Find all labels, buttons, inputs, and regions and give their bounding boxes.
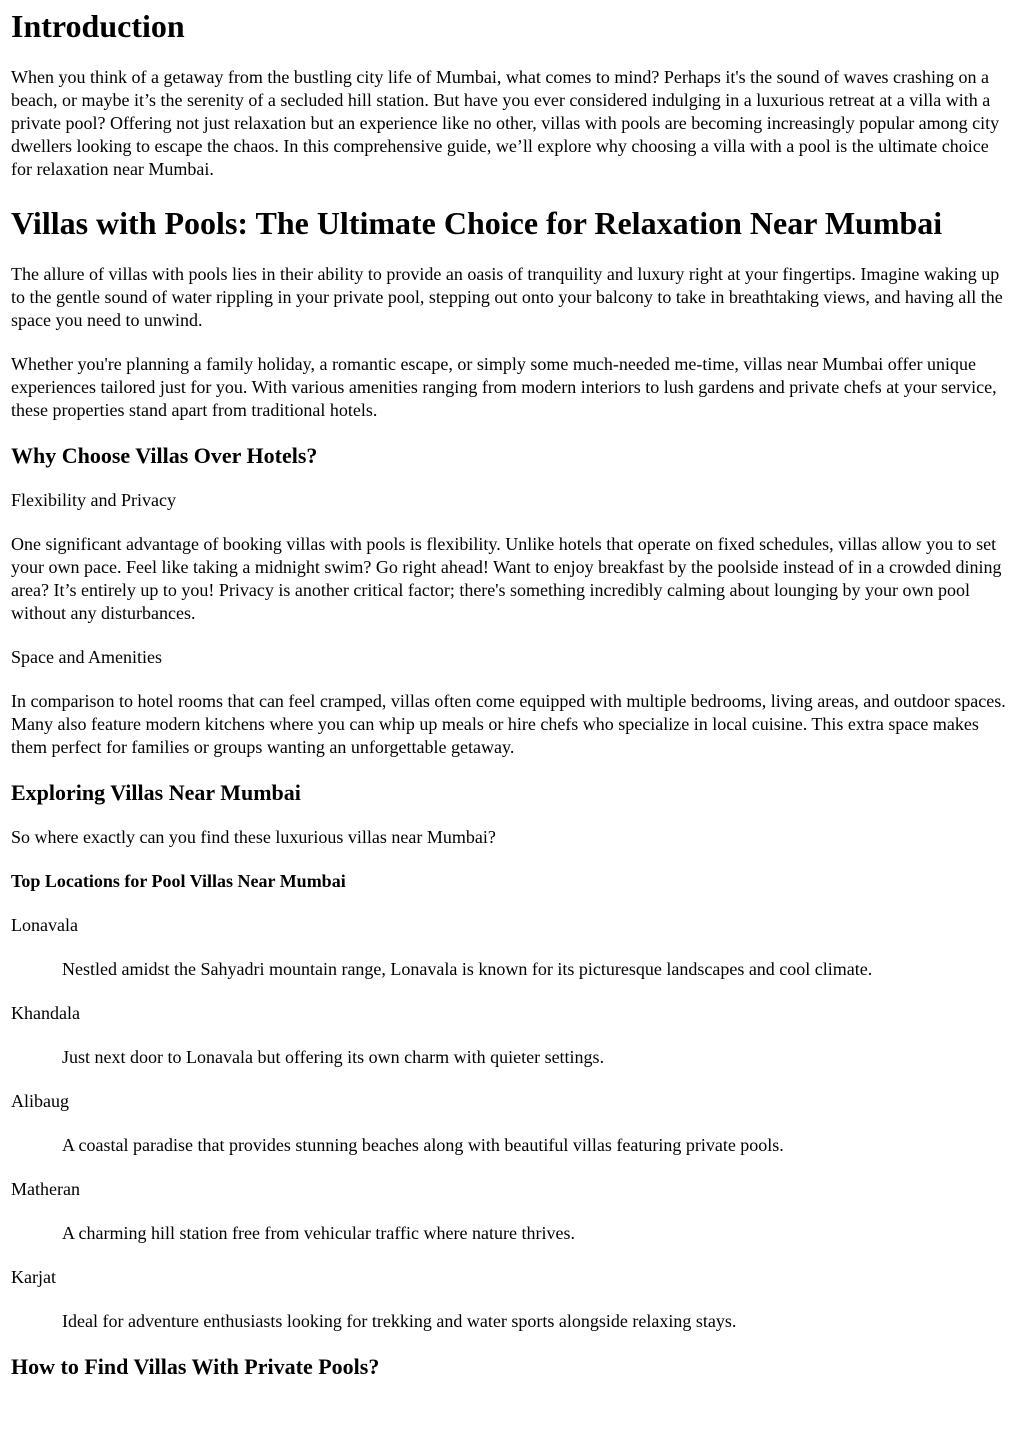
heading-introduction: Introduction	[11, 8, 185, 44]
heading-villas-with-pools: Villas with Pools: The Ultimate Choice for Relaxation Near Mumbai	[11, 205, 943, 241]
location-description: A charming hill station free from vehicular traffic where nature thrives.	[62, 1223, 575, 1243]
subsection-title-space: Space and Amenities	[11, 647, 162, 667]
villas-paragraph-1: The allure of villas with pools lies in their ability to provide an oasis of tranquility and luxury right at your fingertips. Imagine waking up to the gentle sound of water rippling in your private pool, stepping out onto your balcony to take in breathtaking views, and having all the space you need to unwind.	[11, 264, 1003, 330]
intro-paragraph: When you think of a getaway from the bustling city life of Mumbai, what comes to mind? Perhaps it's the sound of waves crashing on a beach, or maybe it’s the serenity of a secluded hill station. But have you ever considered indulging in a luxurious retreat at a villa with a private pool? Offering not just relaxation but an experience like no other, villas with pools are becoming increasingly popular among city dwellers looking to escape the chaos. In this comprehensive guide, we’ll explore why choosing a villa with a pool is the ultimate choice for relaxation near Mumbai.	[11, 67, 1000, 179]
location-description: Nestled amidst the Sahyadri mountain range, Lonavala is known for its picturesque landscapes and cool climate.	[62, 959, 873, 979]
location-description: A coastal paradise that provides stunning beaches along with beautiful villas featuring private pools.	[62, 1135, 784, 1155]
location-description: Just next door to Lonavala but offering its own charm with quieter settings.	[62, 1047, 605, 1067]
locations-list	[11, 914, 1014, 1333]
heading-top-locations: Top Locations for Pool Villas Near Mumbai	[11, 871, 346, 891]
location-name: Karjat	[11, 1267, 56, 1287]
villas-paragraph-2: Whether you're planning a family holiday, a romantic escape, or simply some much-needed me-time, villas near Mumbai offer unique experiences tailored just for you. With various amenities ranging from modern interiors to lush gardens and private chefs at your service, these properties stand apart from traditional hotels.	[11, 354, 997, 420]
subsection-title-flexibility: Flexibility and Privacy	[11, 490, 176, 510]
subsection-body-flexibility: One significant advantage of booking villas with pools is flexibility. Unlike hotels that operate on fixed schedules, villas allow you to set your own pace. Feel like taking a midnight swim? Go right ahead! Want to enjoy breakfast by the poolside instead of in a crowded dining area? It’s entirely up to you! Privacy is another critical factor; there's something incredibly calming about lounging by your own pool without any disturbances.	[11, 534, 1002, 623]
article	[0, 8, 1024, 1380]
subsection-body-space: In comparison to hotel rooms that can feel cramped, villas often come equipped with multiple bedrooms, living areas, and outdoor spaces. Many also feature modern kitchens where you can whip up meals or hire chefs who specialize in local cuisine. This extra space makes them perfect for families or groups wanting an unforgettable getaway.	[11, 691, 1006, 757]
heading-why-choose-villas: Why Choose Villas Over Hotels?	[11, 443, 318, 468]
exploring-paragraph: So where exactly can you find these luxurious villas near Mumbai?	[11, 827, 496, 847]
heading-how-to-find-villas: How to Find Villas With Private Pools?	[11, 1354, 380, 1379]
location-name: Matheran	[11, 1179, 80, 1199]
location-name: Khandala	[11, 1003, 80, 1023]
location-name: Alibaug	[11, 1091, 69, 1111]
heading-exploring-villas: Exploring Villas Near Mumbai	[11, 780, 301, 805]
location-description: Ideal for adventure enthusiasts looking for trekking and water sports alongside relaxing stays.	[62, 1311, 737, 1331]
location-name: Lonavala	[11, 915, 78, 935]
